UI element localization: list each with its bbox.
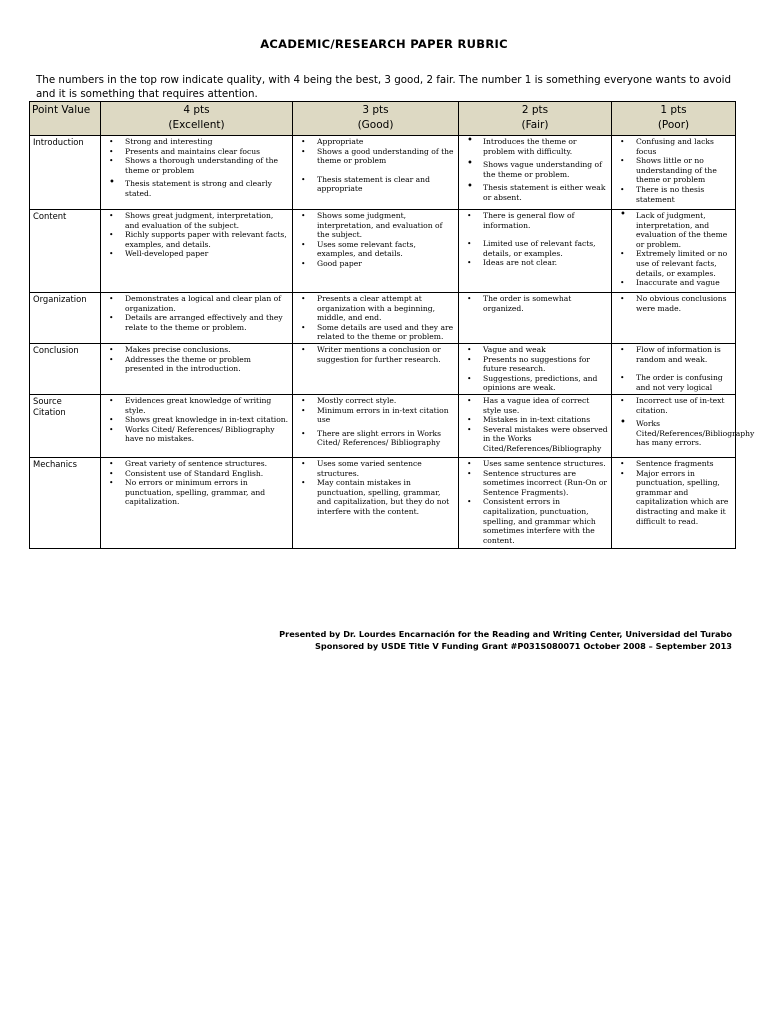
criterion-bullet: • There are slight errors in Works Cited/ References/ Bibliography (317, 429, 455, 448)
point-value-header (30, 102, 101, 136)
rubric-cell (459, 343, 612, 394)
header-row (30, 102, 736, 136)
criterion-bullet: • Lack of judgment, interpretation, and evaluation of the theme or problem. (636, 211, 732, 249)
criterion-bullet: • Thesis statement is strong and clearly stated. (125, 179, 289, 198)
col-pts: 4 pts (183, 104, 210, 116)
rubric-cell (293, 136, 459, 210)
criterion-bullet: • Sentence structures are sometimes incorrect (Run-On or Sentence Fragments). (483, 469, 608, 498)
criterion-bullet: • Shows vague understanding of the theme or problem. (483, 160, 608, 179)
rubric-row-conclusion (30, 343, 736, 394)
criterion-bullet: • Details are arranged effectively and they relate to the theme or problem. (125, 313, 289, 332)
rubric-cell (612, 457, 736, 548)
rubric-cell (101, 343, 293, 394)
criterion-label: Source Citation (30, 394, 101, 457)
criterion-bullet: • Works Cited/ References/ Bibliography have no mistakes. (125, 425, 289, 444)
rubric-table (29, 101, 755, 549)
criterion-bullet: • Vague and weak (483, 345, 608, 355)
rubric-cell (612, 293, 736, 344)
criterion-bullet: • Well-developed paper (125, 249, 289, 259)
criterion-bullet: • Great variety of sentence structures. (125, 459, 289, 469)
criterion-bullet: • Consistent errors in capitalization, punctuation, spelling, and grammar which sometimes interfere with the content. (483, 497, 608, 545)
criterion-bullet: • Mostly correct style. (317, 396, 455, 406)
criterion-bullet: • Evidences great knowledge of writing style. (125, 396, 289, 415)
rubric-row-introduction (30, 136, 736, 210)
criterion-bullet: • Good paper (317, 259, 455, 269)
criterion-bullet: • Uses some relevant facts, examples, and details. (317, 240, 455, 259)
criterion-bullet: • Shows some judgment, interpretation, and evaluation of the subject. (317, 211, 455, 240)
criterion-label: Conclusion (30, 343, 101, 394)
criterion-bullet: • Uses some varied sentence structures. (317, 459, 455, 478)
rubric-cell (293, 210, 459, 293)
rubric-cell (101, 394, 293, 457)
col-quality: (Poor) (657, 119, 690, 131)
point-value-label: Point Value (32, 104, 91, 116)
intro-text: The numbers in the top row indicate quality, with 4 being the best, 3 good, 2 fair. The number 1 is something everyone wants to avoid and it is something that requires attention. (36, 74, 732, 100)
col-header-4pts (101, 102, 293, 136)
rubric-cell (293, 457, 459, 548)
rubric-cell (101, 210, 293, 293)
rubric-cell (459, 210, 612, 293)
criterion-bullet: • Writer mentions a conclusion or suggestion for further research. (317, 345, 455, 364)
criterion-bullet: • No obvious conclusions were made. (636, 294, 732, 313)
criterion-bullet: • Richly supports paper with relevant facts, examples, and details. (125, 230, 289, 249)
rubric-cell (293, 343, 459, 394)
criterion-bullet: • Addresses the theme or problem presented in the introduction. (125, 355, 289, 374)
col-header-1pts (612, 102, 736, 136)
criterion-bullet: • Suggestions, predictions, and opinions are weak. (483, 374, 608, 393)
criterion-bullet: • Works Cited/References/Bibliography has many errors. (636, 419, 732, 448)
criterion-bullet: • Inaccurate and vague (636, 278, 732, 288)
rubric-cell (101, 293, 293, 344)
criterion-bullet: • Strong and interesting (125, 137, 289, 147)
criterion-bullet: • Shows a good understanding of the theme or problem (317, 147, 455, 166)
criterion-bullet: • Mistakes in in-text citations (483, 415, 608, 425)
criterion-bullet: • Presents and maintains clear focus (125, 147, 289, 157)
criterion-bullet: • There is no thesis statement (636, 185, 732, 204)
criterion-bullet: • Consistent use of Standard English. (125, 469, 289, 479)
criterion-bullet: • Shows little or no understanding of the theme or problem (636, 156, 732, 185)
footer-presented-by: Presented by Dr. Lourdes Encarnación for the Reading and Writing Center, Universidad del Turabo (279, 629, 732, 639)
criterion-bullet: • Thesis statement is clear and appropriate (317, 175, 455, 194)
footer-credits (279, 628, 732, 652)
rubric-cell (293, 394, 459, 457)
criterion-bullet: • The order is confusing and not very logical (636, 373, 732, 392)
criterion-label: Content (30, 210, 101, 293)
criterion-bullet: • Thesis statement is either weak or absent. (483, 183, 608, 202)
rubric-cell (612, 343, 736, 394)
criterion-bullet: • May contain mistakes in punctuation, spelling, grammar, and capitalization, but they do not interfere with the content. (317, 478, 455, 516)
criterion-bullet: • Incorrect use of in-text citation. (636, 396, 732, 415)
col-quality: (Excellent) (168, 119, 225, 131)
criterion-bullet: • Minimum errors in in-text citation use (317, 406, 455, 425)
criterion-bullet: • Introduces the theme or problem with difficulty. (483, 137, 608, 156)
criterion-label: Introduction (30, 136, 101, 210)
rubric-cell (101, 136, 293, 210)
criterion-bullet: • Ideas are not clear. (483, 258, 608, 268)
rubric-cell (612, 210, 736, 293)
col-header-2pts (459, 102, 612, 136)
col-quality: (Good) (357, 119, 394, 131)
col-quality: (Fair) (521, 119, 549, 131)
rubric-cell (459, 136, 612, 210)
rubric-cell (459, 394, 612, 457)
criterion-bullet: • Several mistakes were observed in the Works Cited/References/Bibliography (483, 425, 608, 454)
criterion-bullet: • Shows great knowledge in in-text citation. (125, 415, 289, 425)
rubric-cell (101, 457, 293, 548)
criterion-label: Organization (30, 293, 101, 344)
rubric-row-source-citation (30, 394, 736, 457)
criterion-bullet: • Major errors in punctuation, spelling, grammar and capitalization which are distracting and make it difficult to read. (636, 469, 732, 527)
rubric-cell (612, 394, 755, 457)
col-pts: 3 pts (362, 104, 389, 116)
criterion-bullet: • Has a vague idea of correct style use. (483, 396, 608, 415)
rubric-row-mechanics (30, 457, 736, 548)
criterion-bullet: • Uses same sentence structures. (483, 459, 608, 469)
criterion-bullet: • No errors or minimum errors in punctuation, spelling, grammar, and capitalization. (125, 478, 289, 507)
footer-sponsored-by: Sponsored by USDE Title V Funding Grant #P031S080071 October 2008 – September 2013 (315, 641, 732, 651)
criterion-bullet: • Shows great judgment, interpretation, and evaluation of the subject. (125, 211, 289, 230)
rubric-cell (459, 293, 612, 344)
rubric-cell (293, 293, 459, 344)
col-header-3pts (293, 102, 459, 136)
document-title: ACADEMIC/RESEARCH PAPER RUBRIC (260, 37, 508, 51)
criterion-bullet: • Limited use of relevant facts, details, or examples. (483, 239, 608, 258)
col-pts: 1 pts (660, 104, 687, 116)
criterion-bullet: • Extremely limited or no use of relevant facts, details, or examples. (636, 249, 732, 278)
criterion-bullet: • Presents no suggestions for future research. (483, 355, 608, 374)
criterion-bullet: • Some details are used and they are related to the theme or problem. (317, 323, 455, 342)
criterion-label: Mechanics (30, 457, 101, 548)
criterion-bullet: • Makes precise conclusions. (125, 345, 289, 355)
rubric-cell (459, 457, 612, 548)
rubric-row-organization (30, 293, 736, 344)
criterion-bullet: • Flow of information is random and weak. (636, 345, 732, 364)
criterion-bullet: • Appropriate (317, 137, 455, 147)
criterion-bullet: • Shows a thorough understanding of the theme or problem (125, 156, 289, 175)
criterion-bullet: • There is general flow of information. (483, 211, 608, 230)
col-pts: 2 pts (521, 104, 549, 116)
criterion-bullet: • Confusing and lacks focus (636, 137, 732, 156)
criterion-bullet: • Demonstrates a logical and clear plan of organization. (125, 294, 289, 313)
rubric-row-content (30, 210, 736, 293)
criterion-bullet: • Presents a clear attempt at organization with a beginning, middle, and end. (317, 294, 455, 323)
rubric-cell (612, 136, 736, 210)
criterion-bullet: • The order is somewhat organized. (483, 294, 608, 313)
criterion-bullet: • Sentence fragments (636, 459, 732, 469)
